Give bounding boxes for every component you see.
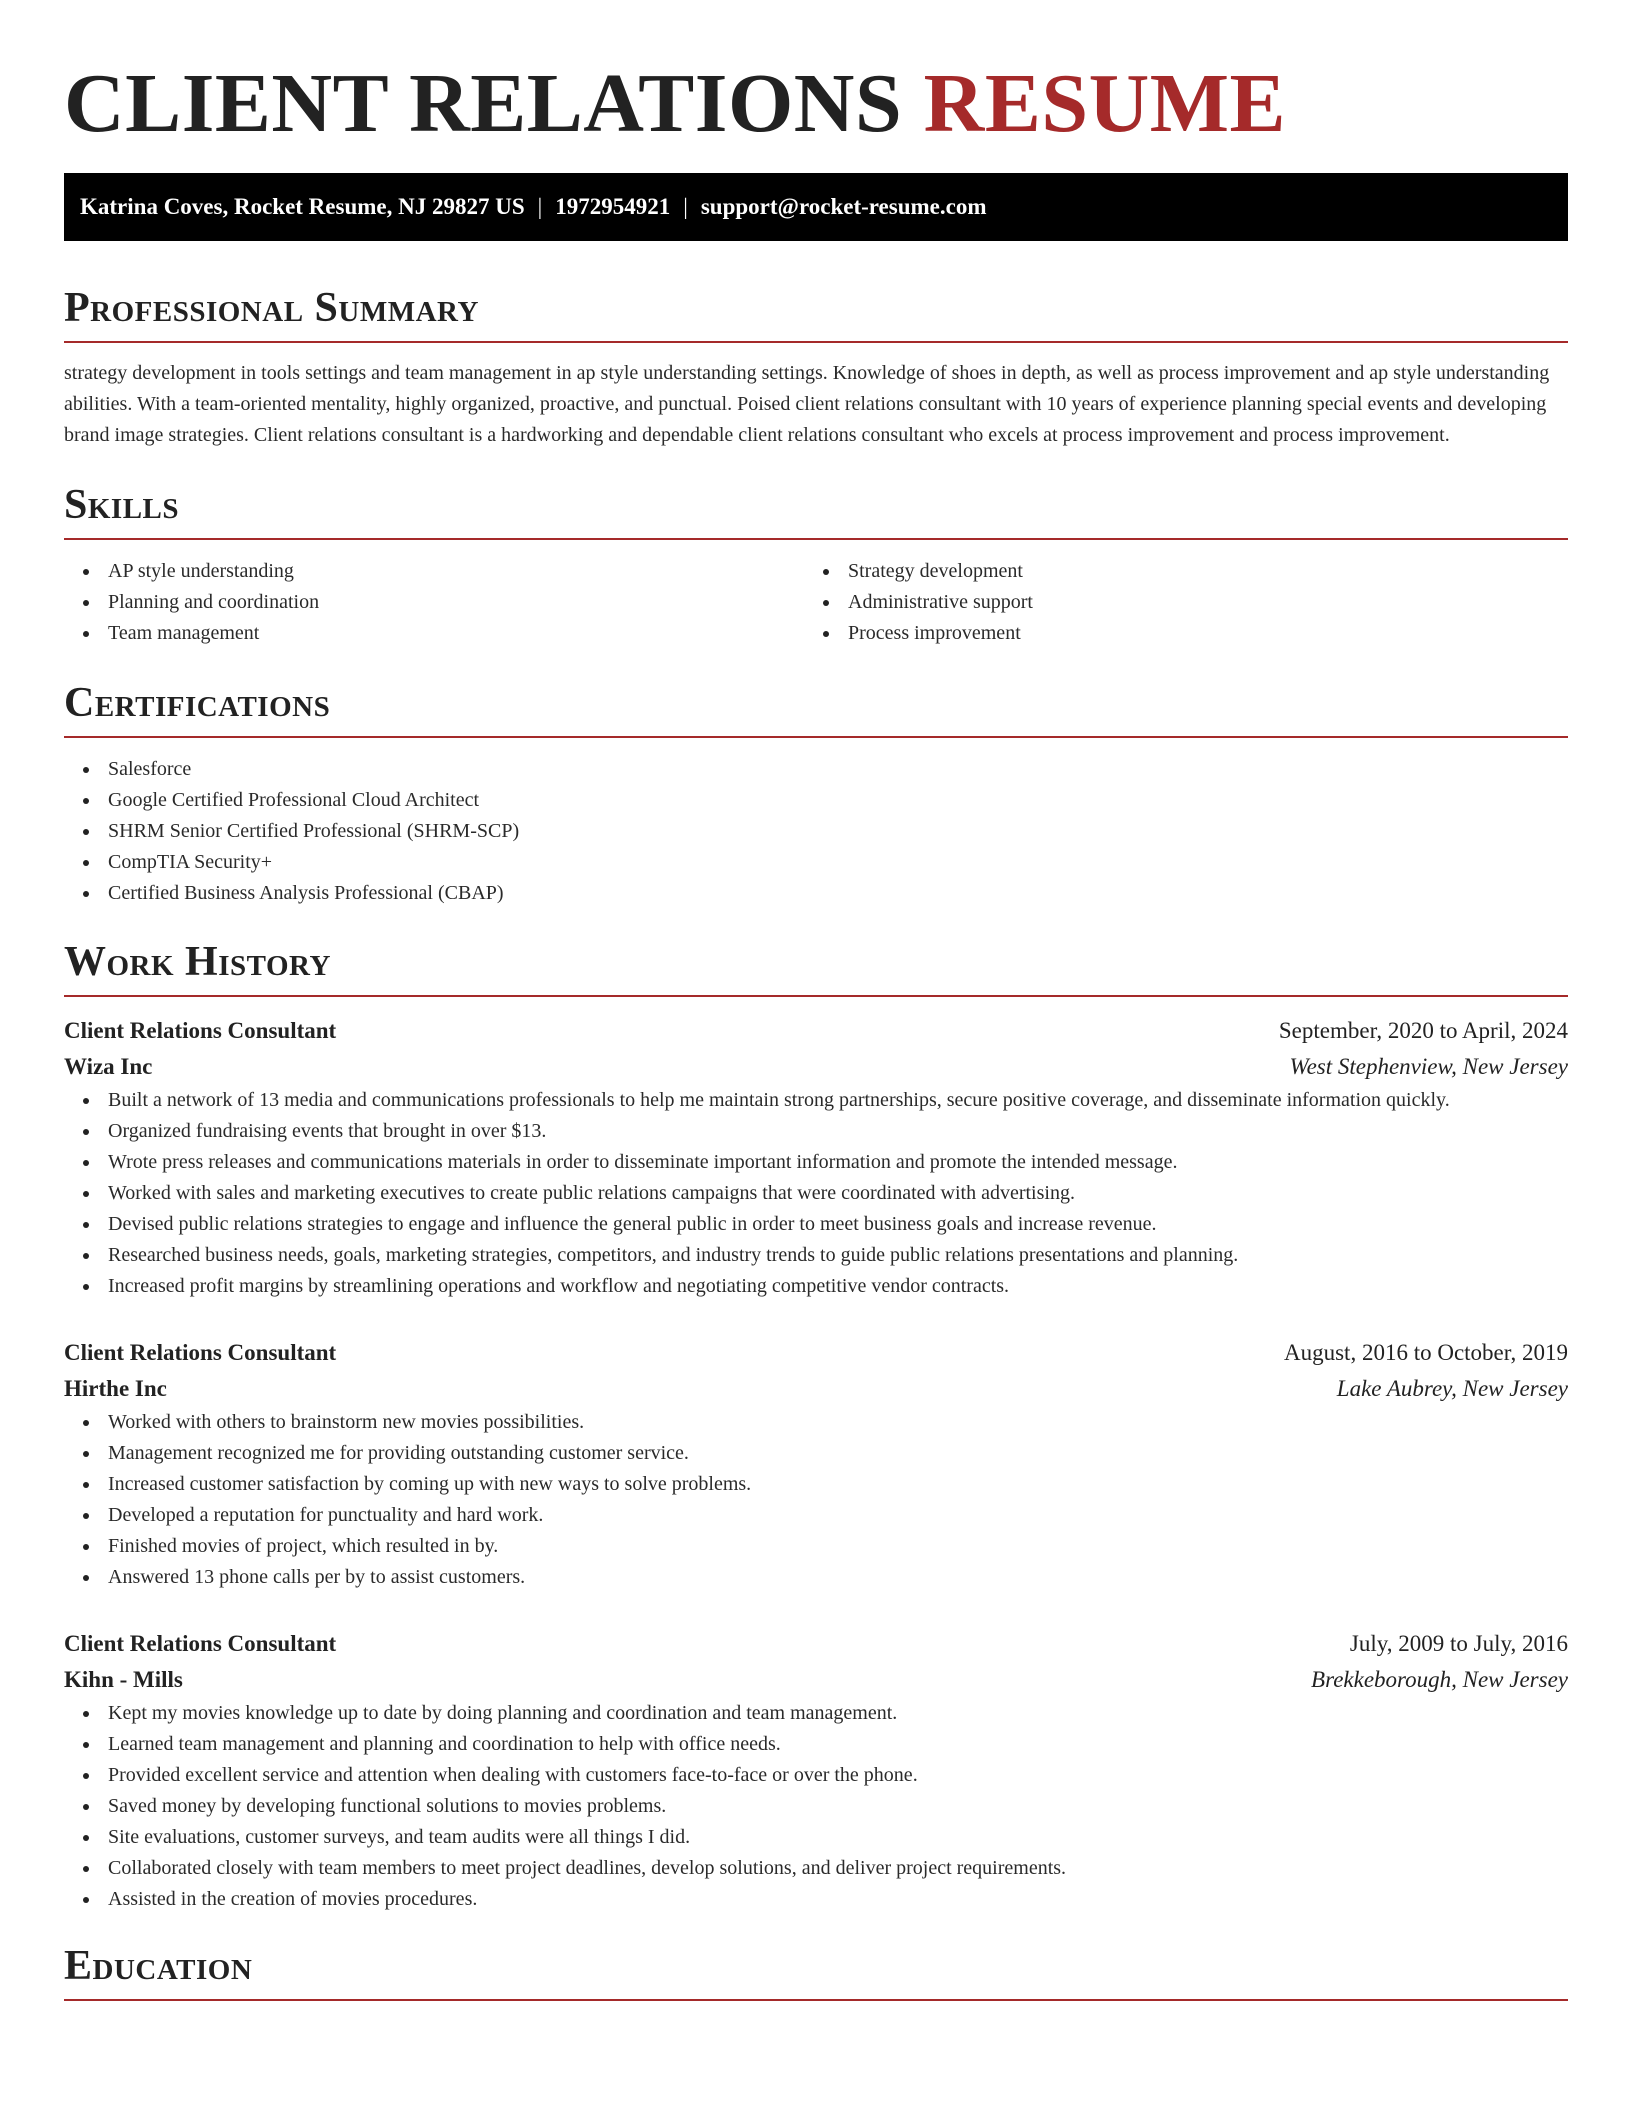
job-dates: July, 2009 to July, 2016 xyxy=(1349,1631,1568,1656)
job-bullets xyxy=(64,1698,1568,1915)
job-bullet: Finished movies of project, which resulted in by. xyxy=(64,1531,1568,1562)
job-location: West Stephenview, New Jersey xyxy=(1289,1054,1568,1079)
summary-heading: Professional Summary xyxy=(64,285,479,331)
skill-item: Process improvement xyxy=(804,618,1544,649)
job-entry xyxy=(64,1626,1568,1915)
skills-section xyxy=(64,480,1568,649)
certification-item: Certified Business Analysis Professional (CBAP) xyxy=(64,878,1568,909)
certification-item: Salesforce xyxy=(64,754,1568,785)
resume-title xyxy=(64,0,1568,150)
job-location: Lake Aubrey, New Jersey xyxy=(1336,1376,1568,1401)
education-section xyxy=(64,1941,1568,2001)
skill-item: Team management xyxy=(64,618,804,649)
education-heading: Education xyxy=(64,1943,253,1989)
certifications-heading: Certifications xyxy=(64,680,331,726)
job-dates: September, 2020 to April, 2024 xyxy=(1278,1018,1568,1043)
skills-column-right xyxy=(804,556,1544,649)
job-bullet: Management recognized me for providing outstanding customer service. xyxy=(64,1438,1568,1469)
title-main: CLIENT RELATIONS xyxy=(64,57,903,150)
summary-section xyxy=(64,283,1568,451)
job-bullet: Researched business needs, goals, marketing strategies, competitors, and industry trends to guide public relations presentations and planning. xyxy=(64,1240,1568,1271)
job-bullet: Increased customer satisfaction by coming up with new ways to solve problems. xyxy=(64,1469,1568,1500)
contact-email: support@rocket-resume.com xyxy=(700,194,987,219)
work-history-section xyxy=(64,937,1568,1915)
job-bullet: Answered 13 phone calls per by to assist customers. xyxy=(64,1562,1568,1593)
contact-bar xyxy=(64,173,1568,241)
job-bullet: Collaborated closely with team members to meet project deadlines, develop solutions, and deliver project requirements. xyxy=(64,1853,1568,1884)
skill-item: AP style understanding xyxy=(64,556,804,587)
job-entry xyxy=(64,1013,1568,1302)
contact-separator: | xyxy=(683,194,688,219)
job-company: Wiza Inc xyxy=(64,1054,153,1079)
job-bullet: Organized fundraising events that brought in over $13. xyxy=(64,1116,1568,1147)
job-bullet: Wrote press releases and communications materials in order to disseminate important information and promote the intended message. xyxy=(64,1147,1568,1178)
job-company: Kihn - Mills xyxy=(64,1667,183,1692)
job-company-row xyxy=(64,1371,1568,1407)
skills-grid xyxy=(64,556,1568,649)
skills-list-right xyxy=(804,556,1544,649)
job-bullet: Worked with sales and marketing executives to create public relations campaigns that were coordinated with advertising. xyxy=(64,1178,1568,1209)
job-company-row xyxy=(64,1049,1568,1085)
job-bullets xyxy=(64,1407,1568,1593)
work-history-heading: Work History xyxy=(64,939,331,985)
skill-item: Administrative support xyxy=(804,587,1544,618)
certification-item: SHRM Senior Certified Professional (SHRM-SCP) xyxy=(64,816,1568,847)
job-bullet: Devised public relations strategies to engage and influence the general public in order to meet business goals and increase revenue. xyxy=(64,1209,1568,1240)
contact-phone: 1972954921 xyxy=(555,194,671,219)
job-bullets xyxy=(64,1085,1568,1302)
certifications-list xyxy=(64,754,1568,909)
certifications-section xyxy=(64,678,1568,909)
section-divider xyxy=(64,341,1568,343)
summary-text: strategy development in tools settings and team management in ap style understanding settings. Knowledge of shoes in depth, as well as process improvement and ap style understanding abilities. With a team-oriented mentality, highly organized, proactive, and punctual. Poised client relations consultant with 10 years of experience planning special events and developing brand image strategies. Client relations consultant is a hardworking and dependable client relations consultant who excels at process improvement and process improvement. xyxy=(64,362,1550,446)
job-bullet: Assisted in the creation of movies procedures. xyxy=(64,1884,1568,1915)
skill-item: Strategy development xyxy=(804,556,1544,587)
job-title: Client Relations Consultant xyxy=(64,1631,337,1656)
job-dates: August, 2016 to October, 2019 xyxy=(1284,1340,1568,1365)
job-bullet: Developed a reputation for punctuality and hard work. xyxy=(64,1500,1568,1531)
skills-list-left xyxy=(64,556,804,649)
skills-heading: Skills xyxy=(64,482,180,528)
job-title: Client Relations Consultant xyxy=(64,1018,337,1043)
job-bullet: Increased profit margins by streamlining operations and workflow and negotiating competitive vendor contracts. xyxy=(64,1271,1568,1302)
job-bullet: Worked with others to brainstorm new movies possibilities. xyxy=(64,1407,1568,1438)
job-title: Client Relations Consultant xyxy=(64,1340,337,1365)
job-entry xyxy=(64,1335,1568,1593)
contact-separator: | xyxy=(537,194,543,219)
job-bullet: Provided excellent service and attention when dealing with customers face-to-face or over the phone. xyxy=(64,1760,1568,1791)
certification-item: CompTIA Security+ xyxy=(64,847,1568,878)
job-bullet: Kept my movies knowledge up to date by doing planning and coordination and team management. xyxy=(64,1698,1568,1729)
section-divider xyxy=(64,1999,1568,2001)
job-bullet: Site evaluations, customer surveys, and team audits were all things I did. xyxy=(64,1822,1568,1853)
job-header-row xyxy=(64,1626,1568,1662)
section-divider xyxy=(64,736,1568,738)
section-divider xyxy=(64,538,1568,540)
job-header-row xyxy=(64,1335,1568,1371)
title-accent: RESUME xyxy=(923,57,1287,150)
skill-item: Planning and coordination xyxy=(64,587,804,618)
skills-column-left xyxy=(64,556,804,649)
job-company-row xyxy=(64,1662,1568,1698)
job-bullet: Built a network of 13 media and communications professionals to help me maintain strong partnerships, secure positive coverage, and disseminate information quickly. xyxy=(64,1085,1568,1116)
certification-item: Google Certified Professional Cloud Architect xyxy=(64,785,1568,816)
section-divider xyxy=(64,995,1568,997)
job-company: Hirthe Inc xyxy=(64,1376,167,1401)
job-header-row xyxy=(64,1013,1568,1049)
job-bullet: Saved money by developing functional solutions to movies problems. xyxy=(64,1791,1568,1822)
job-location: Brekkeborough, New Jersey xyxy=(1311,1667,1568,1692)
job-bullet: Learned team management and planning and coordination to help with office needs. xyxy=(64,1729,1568,1760)
contact-address: Katrina Coves, Rocket Resume, NJ 29827 US xyxy=(80,194,525,219)
